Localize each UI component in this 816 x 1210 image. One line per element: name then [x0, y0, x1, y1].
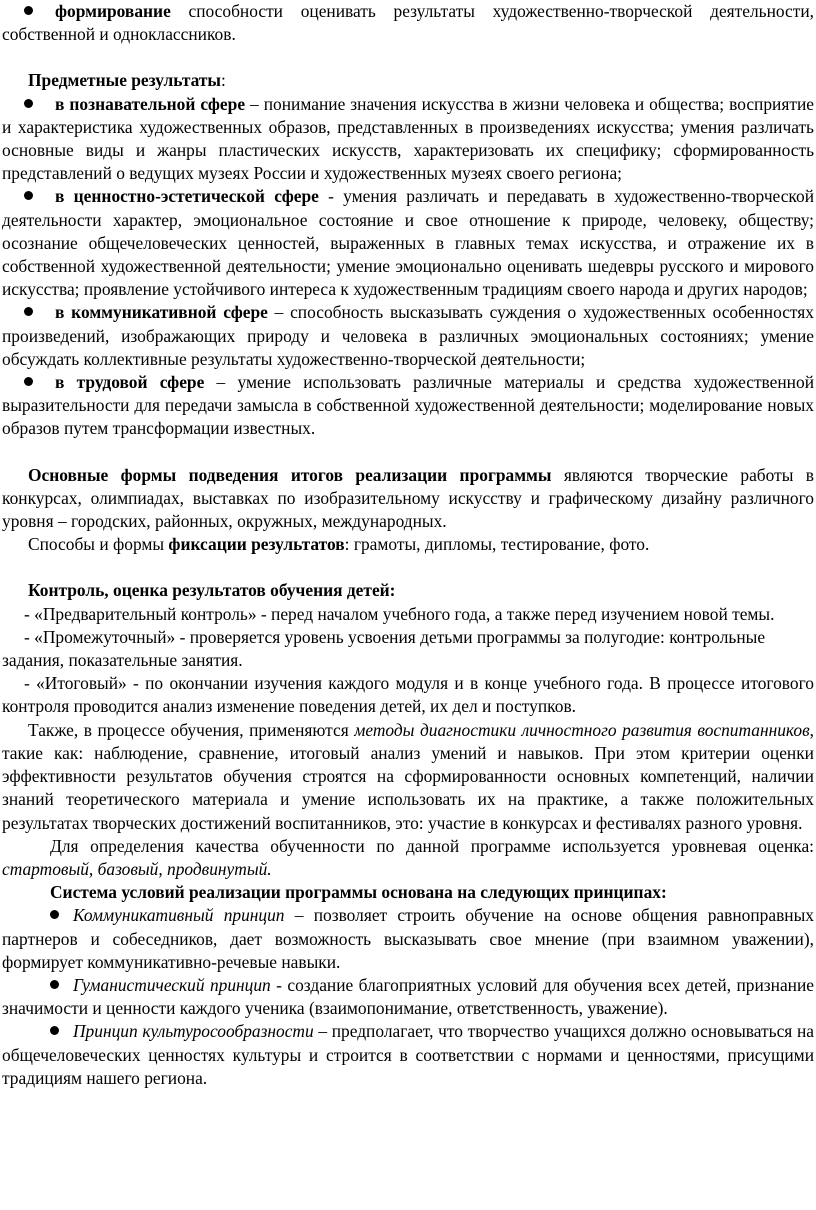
bullet-icon — [50, 1026, 59, 1035]
paragraph-level-assessment: Для определения качества обученности по данной программе используется уровневая оценка: стартовый, базовый, продвинутый. — [2, 835, 814, 879]
principle-cultural: Принцип культуросообразности – предполагает, что творчество учащихся должно основываться на общечеловеческих ценностях культуры и строится в соответствии с нормами и ценностями, присущими традициям нашего региона. — [2, 1021, 814, 1088]
bold-term: формирование — [55, 1, 171, 21]
paragraph-text: способности оценивать результаты художественно-творческой деятельности, собственной и одноклассников. — [2, 1, 814, 45]
list-item-labor: в трудовой сфере – умение использовать различные материалы и средства художественной выразительности для передачи замысла в собственной художественной деятельности; моделирование новых образов путем трансформации известных. — [2, 372, 814, 439]
principle-humanistic: Гуманистический принцип - создание благоприятных условий для обучения всех детей, признание значимости и ценности каждого ученика (взаимопонимание, ответственность, уважение). — [2, 974, 814, 1019]
system-heading: Система условий реализации программы основана на следующих принципах: — [50, 882, 667, 903]
principle-communicative: Коммуникативный принцип – позволяет строить обучение на основе общения равноправных партнеров и собеседников, дает возможность высказывать свое мнение (при взаимном уважении), формирует коммуникативно-речевые навыки. — [2, 905, 814, 972]
control-final: - «Итоговый» - по окончании изучения каждого модуля и в конце учебного года. В процессе итогового контроля проводится анализ изменение поведения детей, их дел и поступков. — [2, 673, 814, 717]
list-item-cognitive: в познавательной сфере – понимание значения искусства в жизни человека и общества; восприятие и характеристика художественных образов, представленных в произведениях искусства; умения различать основные виды и жанры пластических искусств, характеризовать их специфику; сформированность представлений о ведущих музеях России и художественных музеях своего региона; — [2, 93, 814, 184]
bullet-icon — [24, 6, 33, 15]
control-heading: Контроль, оценка результатов обучения детей: — [28, 580, 396, 601]
control-preliminary: - «Предварительный контроль» - перед началом учебного года, а также перед изучением новой темы. — [24, 603, 775, 624]
list-item-communicative: в коммуникативной сфере – способность высказывать суждения о художественных особенностях произведений, изображающих природу и человека в различных эмоциональных состояниях; умение обсуждать коллективные результаты художественно-творческой деятельности; — [2, 302, 814, 369]
paragraph-fixation: Способы и формы фиксации результатов: грамоты, дипломы, тестирование, фото. — [28, 534, 650, 555]
bullet-icon — [50, 980, 59, 989]
bullet-icon — [24, 377, 33, 386]
paragraph-formation — [2, 0, 814, 46]
subject-results-heading: Предметные результаты: — [28, 70, 226, 91]
bullet-icon — [50, 910, 59, 919]
paragraph-diagnostics: Также, в процессе обучения, применяются методы диагностики личностного развития воспитанников, такие как: наблюдение, сравнение, итоговый анализ умений и навыков. При этом критерии оценки эффективности результатов обучения строятся на сформированности основных компетенций, наличии знаний теоретического материала и умение использовать их на практике, а также положительных результатах творческих достижений воспитанников, это: участие в конкурсах и фестивалях разного уровня. — [2, 719, 814, 833]
control-interim: - «Промежуточный» - проверяется уровень усвоения детьми программы за полугодие: контрольные задания, показательные занятия. — [2, 626, 766, 671]
bullet-icon — [24, 307, 33, 316]
list-item-aesthetic: в ценностно-эстетической сфере - умения различать и передавать в художественно-творческой деятельности характер, эмоциональное состояние и свое отношение к природе, человеку, обществу; осознание общечеловеческих ценностей, выраженных в главных темах искусства, и отражение их в собственной художественной деятельности; умение эмоционально оценивать шедевры русского и мирового искусства; проявление устойчивого интереса к художественным традициям своего народа и других народов; — [2, 186, 815, 300]
bullet-icon — [24, 99, 33, 108]
bullet-icon — [24, 191, 33, 200]
paragraph-summary-forms: Основные формы подведения итогов реализации программы являются творческие работы в конкурсах, олимпиадах, выставках по изобразительному искусству и графическому дизайну различного уровня – городских, районных, окружных, международных. — [2, 464, 814, 532]
